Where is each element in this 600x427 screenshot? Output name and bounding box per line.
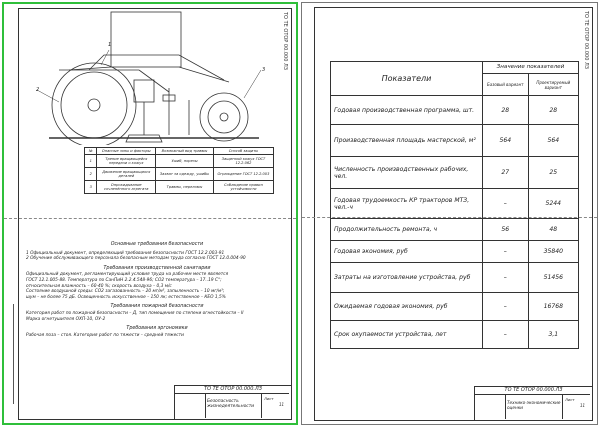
header-project: Проектируемый вариант	[528, 74, 578, 96]
drawing-label-1: 1	[108, 42, 112, 48]
row-base: 28	[482, 96, 528, 125]
left-margin-strip	[7, 304, 14, 404]
table-cell: Движение вращающихся деталей	[97, 168, 156, 181]
row-project: 16768	[528, 293, 578, 321]
row-base: –	[482, 189, 528, 219]
section-line: Официальный документ, регламентирующий условия труда на рабочем месте является	[26, 272, 229, 278]
table-row	[331, 241, 579, 263]
row-base: –	[482, 263, 528, 293]
rear-wheel	[52, 63, 136, 145]
section-line: шум – не более 75 дБ. Освещенность искусственное – 150 лк; естественное – КЕО 1,5%	[26, 294, 226, 300]
table-row	[331, 125, 579, 157]
row-base: 564	[482, 125, 528, 157]
stamp-title: Технико-экономические оценки	[507, 400, 561, 410]
table-cell: Ограждение ГОСТ 12.2.003	[213, 168, 273, 181]
row-name: Годовая производственная программа, шт.	[331, 96, 483, 125]
drawing-label-2: 2	[36, 87, 40, 93]
table-row	[331, 219, 579, 241]
table-cell: 2	[85, 168, 97, 181]
stamp-code: ТО ТЕ ОТОР 00.000.ЛЗ	[204, 386, 262, 392]
table-row	[331, 321, 579, 349]
row-name: Срок окупаемости устройства, лет	[331, 321, 483, 349]
row-name: Производственная площадь мастерской, м²	[331, 125, 483, 157]
left-title-block	[174, 385, 292, 420]
row-name: Ожидаемая годовая экономия, руб	[331, 293, 483, 321]
tractor-drawing	[29, 10, 279, 145]
section-line: 1 Официальный документ, определяющий требования безопасности ГОСТ 12.2.003-91	[26, 250, 225, 256]
row-project: 48	[528, 219, 578, 241]
section-line: ГОСТ 12.1.005-88. Температура по СанПиН 2.2.4.548-96; СО2 температура – 17..19 С°;	[26, 277, 222, 283]
table-row	[331, 157, 579, 189]
row-project: 564	[528, 125, 578, 157]
table-row	[331, 96, 579, 125]
row-base: 56	[482, 219, 528, 241]
section-line: Марка огнетушителя ОХП-10, ОУ-2	[26, 316, 106, 322]
table-cell: Трение вращающейся передачи о кожух	[97, 155, 156, 168]
drawing-label-3: 3	[262, 67, 266, 73]
table-cell: Опрокидывание сочленённого агрегата	[97, 181, 156, 194]
row-project: 3,1	[528, 321, 578, 349]
section-line: Категория работ по пожарной безопасности – Д, тип помещения по степени огнестойкости – II	[26, 310, 244, 316]
economic-indicators-table	[330, 61, 579, 349]
table-row	[331, 189, 579, 219]
table-cell: Ушиб, порезы	[156, 155, 214, 168]
requirements-text	[26, 242, 288, 338]
table-cell: Защитный кожух ГОСТ 12.2.062	[213, 155, 273, 168]
table-cell: Соблюдение правил устойчивости	[213, 181, 273, 194]
header-param: Показатели	[331, 62, 483, 96]
row-project: 51456	[528, 263, 578, 293]
front-wheel	[200, 93, 248, 141]
stamp-code: ТО ТЕ ОТОР 00.000.ЛЗ	[504, 387, 563, 393]
row-base: –	[482, 241, 528, 263]
row-project: 5244	[528, 189, 578, 219]
right-corner-code: ТО ТЕ ОТОР 00.000 ЛЗ	[583, 11, 589, 69]
stamp-sheet-label: Лист	[264, 396, 274, 401]
row-base: –	[482, 293, 528, 321]
row-project: 35840	[528, 241, 578, 263]
row-name: Годовая экономия, руб	[331, 241, 483, 263]
table-cell: 1	[85, 155, 97, 168]
right-title-block	[474, 386, 593, 421]
stamp-sheets-count: 11	[580, 403, 586, 408]
table-header-cell: Возможный вид травмы	[156, 148, 214, 155]
header-base: Базовый вариант	[482, 74, 528, 96]
table-cell: Травмы, переломы	[156, 181, 214, 194]
section-line: 2 Обучение обслуживающего персонала безопасным методам труда согласно ГОСТ 12.0.004-90	[26, 256, 246, 262]
table-header-cell: Опасные зоны и факторы	[97, 148, 156, 155]
table-row	[85, 155, 274, 168]
row-name: Численность производственных рабочих, чел.	[331, 157, 483, 189]
row-project: 28	[528, 96, 578, 125]
table-header-cell: №	[85, 148, 97, 155]
section-line: Рабочая поза – стоя. Категория работ по тяжести – средней тяжести	[26, 332, 184, 338]
table-row	[331, 293, 579, 321]
hazard-table	[84, 147, 274, 194]
right-drawing-sheet	[301, 2, 598, 425]
section-title: Основные требования безопасности	[110, 242, 204, 247]
section-title: Требования эргономики	[126, 326, 188, 332]
stamp-title: Безопасность жизнедеятельности	[207, 399, 255, 409]
row-name: Затраты на изготовление устройства, руб	[331, 263, 483, 293]
table-row	[331, 263, 579, 293]
row-base: –	[482, 321, 528, 349]
row-base: 27	[482, 157, 528, 189]
stamp-sheets-count: 11	[279, 402, 285, 407]
table-header-row	[331, 62, 579, 74]
left-fold-line	[4, 218, 296, 219]
left-corner-code: ТО ТЕ ОТОР 00.000 ЛЗ	[282, 12, 288, 70]
section-title: Требования производственной санитарии	[103, 265, 211, 271]
row-name: Годовая трудоемкость КР тракторов МТЗ, чел.-ч	[331, 189, 483, 219]
stamp-sheet-label: Лист	[565, 397, 575, 402]
table-cell: 3	[85, 181, 97, 194]
section-title: Требования пожарной безопасности	[110, 304, 204, 310]
table-row	[85, 168, 274, 181]
header-values: Значение показателей	[482, 62, 578, 74]
table-header-cell: Способ защиты	[213, 148, 273, 155]
table-cell: Захват за одежду, ушибы	[156, 168, 214, 181]
table-header-row	[85, 148, 274, 155]
left-drawing-sheet	[2, 2, 298, 425]
table-row	[85, 181, 274, 194]
section-line: Состояние воздушной среды: СО2 загазованность – 20 мг/м³, запыленность – 10 мг/м³;	[26, 289, 225, 295]
row-name: Продолжительность ремонта, ч	[331, 219, 483, 241]
section-line: относительная влажность – 60-40 %; скорость воздуха – 0,3 м/с	[26, 283, 172, 289]
row-project: 25	[528, 157, 578, 189]
